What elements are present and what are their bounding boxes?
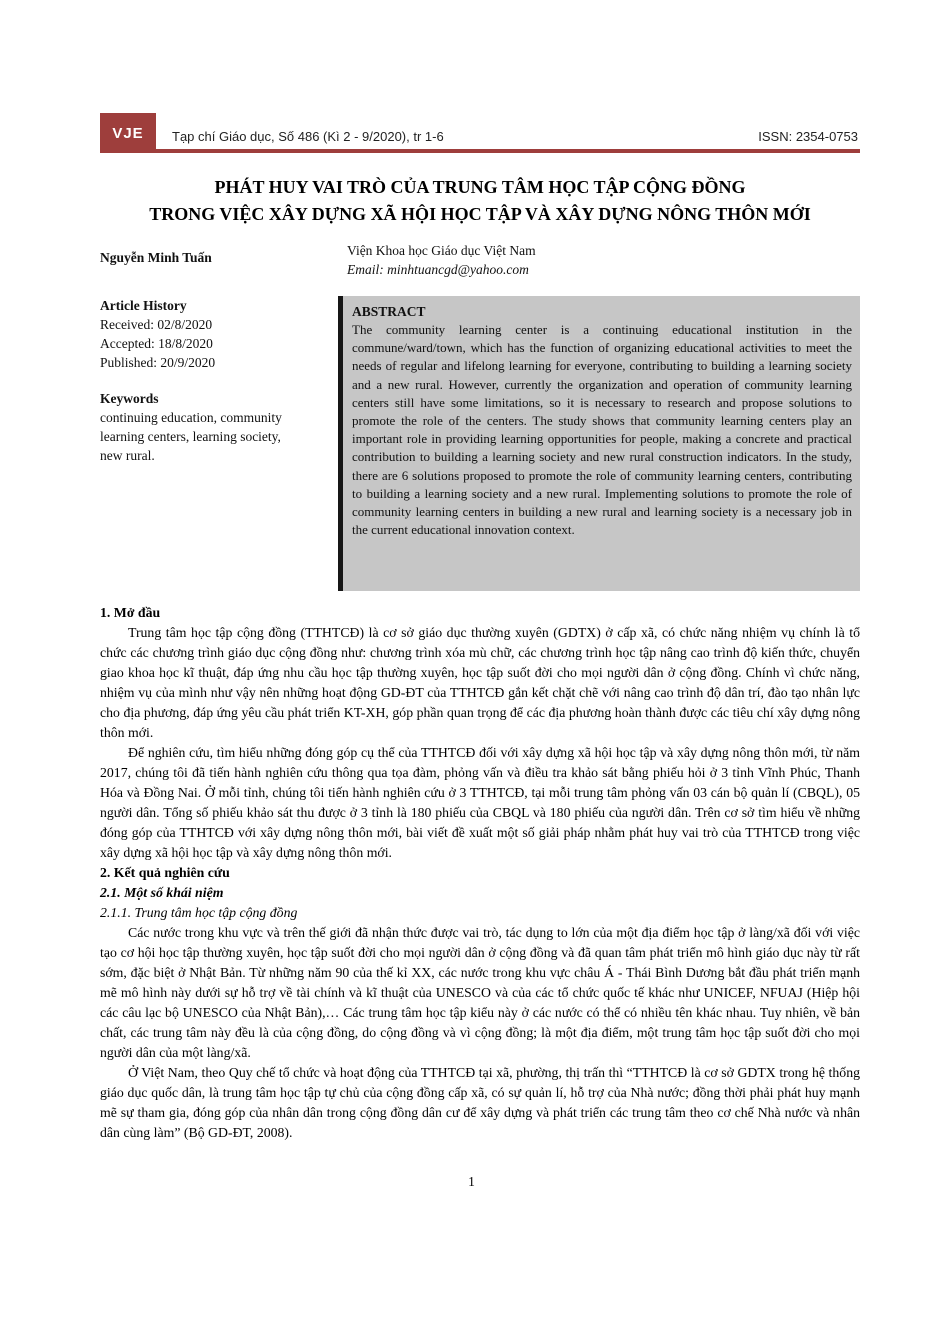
author-name: Nguyễn Minh Tuấn: [100, 250, 212, 265]
published-date: Published: 20/9/2020: [100, 355, 216, 370]
accepted-date: Accepted: 18/8/2020: [100, 336, 213, 351]
paragraph-1: Trung tâm học tập cộng đồng (TTHTCĐ) là cơ sở giáo dục thường xuyên (GDTX) ở cấp xã, có chức năng nhiệm vụ chính là tổ chức các chương trình giáo dục cộng đồng như: chương trình xóa mù chữ, các chương trình học tập nâng cao trình độ kiến thức, chuyển giao khoa học kĩ thuật, đáp ứng nhu cầu học tập thường xuyên, học tập suốt đời cho mọi người dân ở cộng đồng. Chính vì chức năng, nhiệm vụ của mình như vậy nên những hoạt động GD-ĐT của TTHTCĐ gắn kết chặt chẽ với nâng cao trình độ dân trí, đào tạo nhân lực cho địa phương, đáp ứng yêu cầu phát triển KT-XH, góp phần quan trọng để các địa phương hoàn thành được các tiêu chí xây dựng nông thôn mới.: [100, 625, 860, 740]
abstract-heading: ABSTRACT: [352, 304, 426, 319]
author-email: Email: minhtuancgd@yahoo.com: [347, 262, 529, 277]
article-title-line1: PHÁT HUY VAI TRÒ CỦA TRUNG TÂM HỌC TẬP CỘNG ĐỒNG: [214, 177, 746, 197]
section-2-1-heading: 2.1. Một số khái niệm: [100, 885, 224, 900]
author-affiliation: Viện Khoa học Giáo dục Việt Nam: [347, 243, 536, 258]
article-history-heading: Article History: [100, 298, 187, 313]
abstract-text: The community learning center is a continuing educational institution in the commune/ward/town, which has the function of organizing educational activities to meet the needs of regular and lifelong learning for everyone, contributing to building a learning society and a new rural. However, currently the organization and operation of community learning centers still have some limitations, so it is necessary to research and propose solutions to promote the role of the centers. The study shows that community learning centers play an important role in providing learning opportunities for people, making a concrete and practical contribution to building a learning society and new rural construction indicators. In the study, there are 6 solutions proposed to promote the role of community learning centers, contributing to building a learning society and a new rural. Implementing solutions to promote the role of community learning centers in building a new rural and learning society is a necessary job in the current educational innovation context.: [352, 322, 852, 538]
page-number: 1: [468, 1174, 475, 1189]
keywords-heading: Keywords: [100, 391, 159, 406]
abstract-column: [338, 296, 860, 591]
author-section: [100, 241, 860, 279]
section-1-heading: 1. Mở đầu: [100, 605, 161, 620]
vje-logo: VJE: [100, 113, 156, 153]
journal-header: [100, 113, 860, 153]
author-affiliation-block: [338, 241, 860, 279]
header-rule: [100, 149, 860, 153]
issn-label: ISSN: 2354-0753: [758, 129, 858, 144]
paragraph-4: Ở Việt Nam, theo Quy chế tổ chức và hoạt động của TTHTCĐ tại xã, phường, thị trấn thì “TTHTCĐ là cơ sở GDTX trong hệ thống giáo dục quốc dân, là trung tâm học tập tự chủ của cộng đồng cấp xã, có sự quản lí, hỗ trợ của Nhà nước; đồng thời phải phát huy mạnh mẽ sự tham gia, đóng góp của nhân dân trong cộng đồng dân cư để xây dựng và phát triển các trung tâm theo cơ chế Nhà nước và nhân dân cùng làm” (Bộ GD-ĐT, 2008).: [100, 1065, 860, 1140]
abstract-box: [338, 296, 860, 591]
article-title: [100, 174, 860, 228]
meta-section: [100, 296, 860, 591]
article-body: [100, 603, 860, 1143]
received-date: Received: 02/8/2020: [100, 317, 213, 332]
article-title-line2: TRONG VIỆC XÂY DỰNG XÃ HỘI HỌC TẬP VÀ XÂY DỰNG NÔNG THÔN MỚI: [149, 204, 811, 224]
section-2-heading: 2. Kết quả nghiên cứu: [100, 865, 230, 880]
paragraph-3: Các nước trong khu vực và trên thế giới đã nhận thức được vai trò, tác dụng to lớn của một địa điểm học tập ở làng/xã đối với việc tạo cơ hội học tập thường xuyên, học tập suốt đời cho mọi người dân ở cộng đồng và đã quan tâm phát triển mô hình giáo dục này từ rất sớm, đặc biệt ở Nhật Bản. Từ những năm 90 của thế kỉ XX, các nước trong khu vực châu Á - Thái Bình Dương bắt đầu phát triển mạnh mẽ mô hình này dưới sự hỗ trợ về tài chính và kĩ thuật của UNESCO và của các tổ chức quốc tế khác như UNICEF, NFUAJ (Hiệp hội các câu lạc bộ UNESCO của Nhật Bản),… Các trung tâm học tập kiểu này ở các nước có thể có nhiều tên khác nhau. Tuy nhiên, về bản chất, các trung tâm này đều là của cộng đồng, do cộng đồng và vì cộng đồng; là một địa điểm, một trung tâm học tập suốt đời cho mọi người dân của một làng/xã.: [100, 925, 860, 1060]
section-2-1-1-heading: 2.1.1. Trung tâm học tập cộng đồng: [100, 905, 298, 920]
paragraph-2: Để nghiên cứu, tìm hiểu những đóng góp cụ thể của TTHTCĐ đối với xây dựng xã hội học tập và xây dựng nông thôn mới, từ năm 2017, chúng tôi đã tiến hành nghiên cứu thông qua tọa đàm, phỏng vấn và điều tra khảo sát bằng phiếu hỏi ở 3 tỉnh Vĩnh Phúc, Thanh Hóa và Đồng Nai. Ở mỗi tỉnh, chúng tôi tiến hành nghiên cứu ở 3 TTHTCĐ, tại mỗi trung tâm phỏng vấn 03 cán bộ quản lí (CBQL), 05 người dân. Tổng số phiếu khảo sát thu được ở 3 tỉnh là 180 phiếu của CBQL và 180 phiếu của người dân. Trên cơ sở tìm hiểu về những đóng góp của TTHTCĐ với xây dựng nông thôn mới, bài viết đề xuất một số giải pháp nhằm phát huy vai trò của TTHTCĐ trong việc xây dựng xã hội học tập và xây dựng nông thôn mới.: [100, 745, 860, 860]
keywords-text: continuing education, community learning centers, learning society, new rural.: [100, 410, 282, 463]
journal-citation: Tạp chí Giáo dục, Số 486 (Kì 2 - 9/2020), tr 1-6: [172, 129, 444, 144]
article-meta-column: [100, 296, 285, 591]
